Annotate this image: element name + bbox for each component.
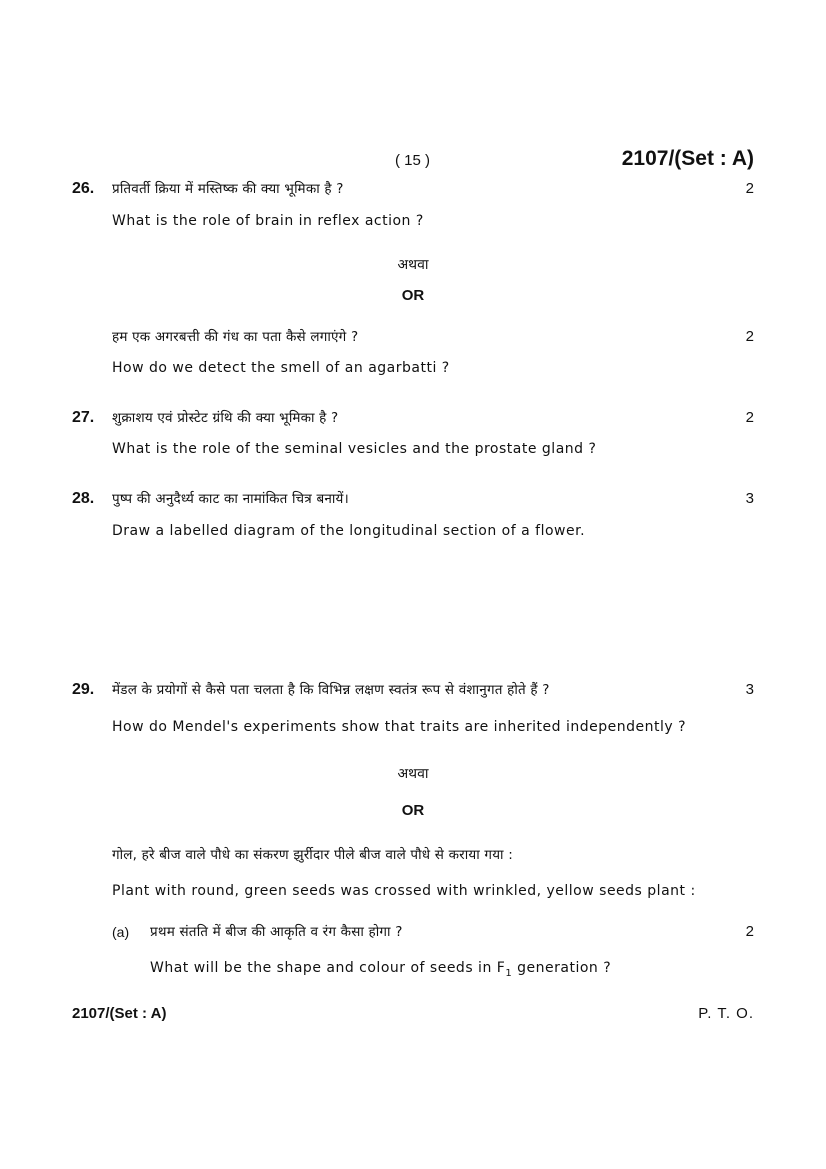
subquestion-a-english-tail: generation ? xyxy=(512,960,612,976)
or-divider: OR xyxy=(401,802,425,819)
subquestion-a-english-text: What will be the shape and colour of seeds in F xyxy=(150,960,506,976)
question-26-hindi: प्रतिवर्ती क्रिया में मस्तिष्क की क्या भूमिका है ? xyxy=(112,181,344,197)
question-number-28: 28. xyxy=(72,490,95,507)
paper-code-footer: 2107/(Set : A) xyxy=(72,1005,167,1022)
subquestion-a-hindi: प्रथम संतति में बीज की आकृति व रंग कैसा होगा ? xyxy=(150,924,403,940)
paper-code-header: 2107/(Set : A) xyxy=(621,147,754,170)
question-29-hindi: मेंडल के प्रयोगों से कैसे पता चलता है कि विभिन्न लक्षण स्वतंत्र रूप से वंशानुगत होते हैं ? xyxy=(112,682,550,698)
question-29-english: How do Mendel's experiments show that traits are inherited independently ? xyxy=(112,719,687,735)
question-27-english: What is the role of the seminal vesicles and the prostate gland ? xyxy=(112,441,597,457)
pto-label: P. T. O. xyxy=(698,1005,754,1022)
question-26-english: What is the role of brain in reflex action ? xyxy=(112,213,424,229)
question-26-marks: 2 xyxy=(745,180,754,197)
page-number: ( 15 ) xyxy=(395,152,431,169)
subquestion-a-english xyxy=(150,960,611,979)
question-number-27: 27. xyxy=(72,409,95,426)
question-29-marks: 3 xyxy=(745,681,754,698)
question-number-29: 29. xyxy=(72,681,95,698)
f1-subscript: 1 xyxy=(505,967,513,979)
question-27-marks: 2 xyxy=(745,409,754,426)
question-26-alt-english: How do we detect the smell of an agarbatti ? xyxy=(112,360,450,376)
question-28-english: Draw a labelled diagram of the longitudinal section of a flower. xyxy=(112,523,586,539)
subquestion-a-marks: 2 xyxy=(745,923,754,940)
question-number-26: 26. xyxy=(72,180,95,197)
subquestion-label-a: (a) xyxy=(112,924,130,940)
question-26-alt-marks: 2 xyxy=(745,328,754,345)
question-26-alt-hindi: हम एक अगरबत्ती की गंध का पता कैसे लगाएंगे ? xyxy=(112,329,359,345)
athva-divider: अथवा xyxy=(397,257,429,273)
question-29-alt-english: Plant with round, green seeds was crossed with wrinkled, yellow seeds plant : xyxy=(112,883,696,899)
question-28-hindi: पुष्प की अनुदैर्ध्य काट का नामांकित चित्र बनायें। xyxy=(112,491,349,507)
question-28-marks: 3 xyxy=(745,490,754,507)
question-29-alt-hindi: गोल, हरे बीज वाले पौधे का संकरण झुर्रीदार पीले बीज वाले पौधे से कराया गया : xyxy=(112,847,513,863)
or-divider: OR xyxy=(401,287,425,304)
question-27-hindi: शुक्राशय एवं प्रोस्टेट ग्रंथि की क्या भूमिका है ? xyxy=(112,410,339,426)
athva-divider: अथवा xyxy=(397,766,429,782)
